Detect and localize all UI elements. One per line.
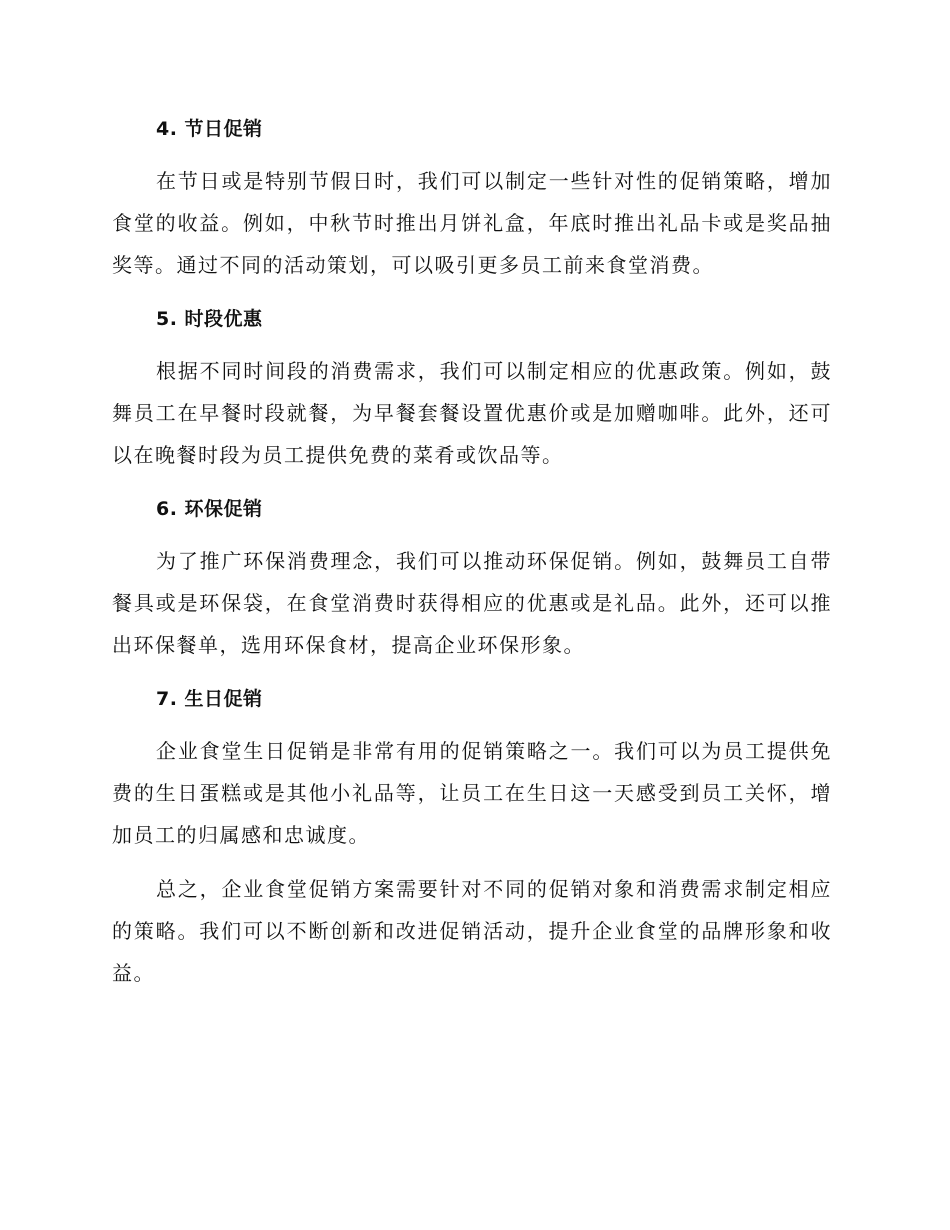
section-heading: 4. 节日促销 — [156, 118, 263, 140]
section-birthday-promotion — [112, 678, 832, 856]
closing-paragraph: 总之，企业食堂促销方案需要针对不同的促销对象和消费需求制定相应的策略。我们可以不断创新和改进促销活动，提升企业食堂的品牌形象和收益。 — [112, 877, 832, 985]
section-eco-promotion — [112, 488, 832, 666]
section-heading: 6. 环保促销 — [156, 498, 263, 520]
section-time-discount — [112, 298, 832, 476]
section-paragraph: 为了推广环保消费理念，我们可以推动环保促销。例如，鼓舞员工自带餐具或是环保袋，在食堂消费时获得相应的优惠或是礼品。此外，还可以推出环保餐单，选用环保食材，提高企业环保形象。 — [112, 549, 832, 657]
section-heading: 7. 生日促销 — [156, 688, 263, 710]
section-paragraph: 在节日或是特别节假日时，我们可以制定一些针对性的促销策略，增加食堂的收益。例如，中秋节时推出月饼礼盒，年底时推出礼品卡或是奖品抽奖等。通过不同的活动策划，可以吸引更多员工前来食堂消费。 — [112, 169, 832, 277]
document-body — [112, 108, 832, 1006]
section-holiday-promotion — [112, 108, 832, 286]
section-heading: 5. 时段优惠 — [156, 308, 263, 330]
section-paragraph: 根据不同时间段的消费需求，我们可以制定相应的优惠政策。例如，鼓舞员工在早餐时段就餐，为早餐套餐设置优惠价或是加赠咖啡。此外，还可以在晚餐时段为员工提供免费的菜肴或饮品等。 — [112, 359, 832, 467]
section-paragraph: 企业食堂生日促销是非常有用的促销策略之一。我们可以为员工提供免费的生日蛋糕或是其他小礼品等，让员工在生日这一天感受到员工关怀，增加员工的归属感和忠诚度。 — [112, 739, 832, 847]
